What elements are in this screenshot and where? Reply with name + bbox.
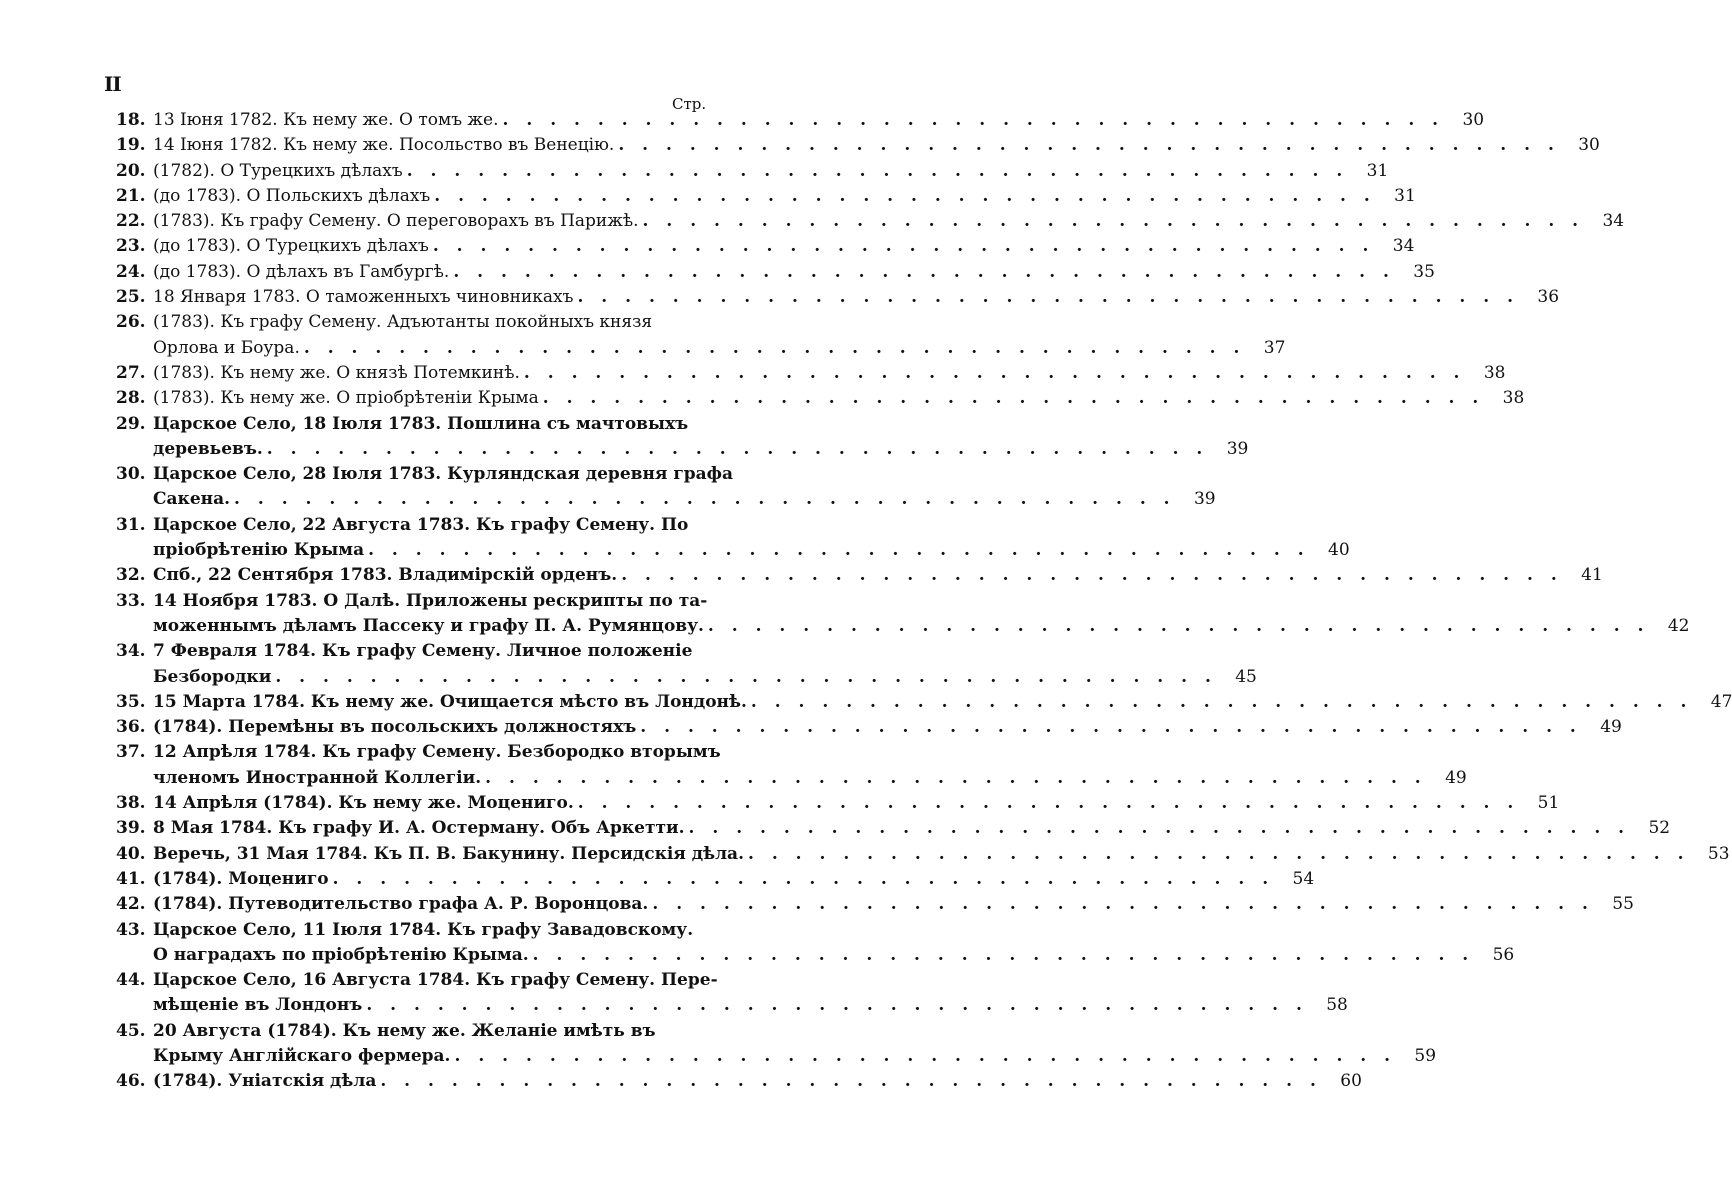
entry-page-number: 49 [1445, 767, 1467, 788]
entry-title: 8 Мая 1784. Къ графу И. А. Остерману. Объ Аркетти. [153, 818, 685, 839]
entry-title: (1783). Къ нему же. О пріобрѣтеніи Крыма [153, 388, 539, 409]
entry-page-number: 31 [1366, 160, 1389, 181]
entry-number: 33. [116, 590, 146, 611]
entry-title: Орлова и Боура. [153, 337, 300, 358]
toc-entry-line [116, 361, 1506, 386]
toc-entry-line [116, 918, 710, 943]
dot-leader [747, 690, 1693, 715]
dot-leader [685, 816, 1631, 841]
entry-title: О наградахъ по пріобрѣтенію Крыма. [153, 944, 529, 965]
toc-entry-line [116, 816, 1671, 841]
entry-page-number: 54 [1292, 868, 1315, 889]
entry-number: 39. [116, 818, 146, 839]
toc-entry-line [116, 538, 1350, 563]
dot-leader [539, 386, 1485, 411]
entry-page-number: 58 [1326, 995, 1348, 1016]
entry-number: 44. [116, 970, 146, 991]
entry-title: мѣщеніе въ Лондонъ [153, 995, 363, 1016]
entry-title: Царское Село, 22 Августа 1783. Къ графу Семену. По [153, 514, 689, 535]
entry-title: Царское Село, 16 Августа 1784. Къ графу Семену. Пере- [153, 970, 718, 991]
entry-title: пріобрѣтенію Крыма [153, 540, 365, 561]
table-of-contents [116, 108, 1732, 1095]
entry-number: 42. [116, 894, 146, 915]
entry-page-number: 38 [1502, 388, 1525, 409]
toc-entry-line [116, 386, 1525, 411]
dot-leader [449, 260, 1395, 285]
toc-entry-line [116, 437, 1249, 462]
toc-entry-line [116, 715, 1622, 740]
dot-leader [362, 993, 1308, 1018]
dot-leader [573, 285, 1519, 310]
entry-number: 31. [116, 514, 146, 535]
entry-number: 23. [116, 236, 146, 257]
entry-page-number: 42 [1667, 615, 1690, 636]
entry-page-number: 47 [1710, 691, 1732, 712]
dot-leader [329, 867, 1275, 892]
entry-title: 20 Августа (1784). Къ нему же. Желаніе имѣть въ [153, 1020, 656, 1041]
entry-number: 43. [116, 919, 146, 940]
entry-page-number: 51 [1537, 793, 1560, 814]
entry-title: Крыму Англійскаго фермера. [153, 1045, 451, 1066]
dot-leader [574, 791, 1520, 816]
entry-title: (1783). Къ графу Семену. Адъютанты покойныхъ князя [153, 312, 653, 333]
toc-entry-line [116, 943, 1515, 968]
toc-entry-line [116, 184, 1416, 209]
dot-leader [648, 892, 1594, 917]
toc-entry-line [116, 234, 1415, 259]
entry-page-number: 39 [1193, 489, 1216, 510]
entry-title: (1784). Перемѣны въ посольскихъ должностяхъ [153, 717, 637, 738]
toc-entry-line [116, 563, 1603, 588]
entry-page-number: 52 [1648, 818, 1671, 839]
entry-title: (до 1783). О дѣлахъ въ Гамбургѣ. [153, 261, 450, 282]
entry-title: (до 1783). О Турецкихъ дѣлахъ [153, 236, 429, 257]
entry-number: 34. [116, 641, 146, 662]
entry-page-number: 40 [1328, 540, 1350, 561]
toc-entry-line [116, 1019, 710, 1044]
toc-entry-line [116, 589, 710, 614]
toc-entry-line [116, 1044, 1437, 1069]
entry-page-number: 55 [1612, 894, 1634, 915]
entry-number: 27. [116, 362, 146, 383]
entry-title: 18 Января 1783. О таможенныхъ чиновникахъ [153, 287, 574, 308]
entry-page-number: 39 [1226, 438, 1249, 459]
entry-title: 15 Марта 1784. Къ нему же. Очищается мѣсто въ Лондонѣ. [153, 691, 747, 712]
toc-entry-line [116, 842, 1730, 867]
dot-leader [704, 614, 1650, 639]
dot-leader [617, 563, 1563, 588]
entry-title: Сакена. [153, 489, 231, 510]
entry-page-number: 60 [1340, 1071, 1362, 1092]
entry-page-number: 34 [1602, 211, 1625, 232]
toc-entry-line [116, 614, 1690, 639]
toc-entry-line [116, 285, 1560, 310]
entry-page-number: 34 [1392, 236, 1415, 257]
entry-number: 38. [116, 793, 146, 814]
toc-entry-line [116, 159, 1389, 184]
entry-page-number: 59 [1414, 1045, 1437, 1066]
entry-title: Царское Село, 11 Іюля 1784. Къ графу Завадовскому. [153, 919, 694, 940]
dot-leader [300, 336, 1246, 361]
entry-title: (1784). Уніатскія дѣла [153, 1071, 377, 1092]
toc-entry-line [116, 639, 710, 664]
entry-page-number: 53 [1707, 843, 1730, 864]
toc-entry-line [116, 665, 1257, 690]
entry-title: Спб., 22 Сентября 1783. Владимірскій орденъ. [153, 565, 618, 586]
entry-page-number: 35 [1413, 261, 1435, 282]
entry-page-number: 38 [1483, 362, 1506, 383]
toc-entry-line [116, 209, 1625, 234]
toc-entry-line [116, 968, 718, 993]
dot-leader [430, 184, 1376, 209]
toc-entry-line [116, 740, 721, 765]
entry-title: моженнымъ дѣламъ Пассеку и графу П. А. Румянцову. [153, 615, 704, 636]
entry-title: 13 Іюня 1782. Къ нему же. О томъ же. [153, 110, 499, 130]
entry-number: 21. [116, 185, 146, 206]
dot-leader [744, 842, 1690, 867]
dot-leader [450, 1044, 1396, 1069]
toc-entry-line [116, 133, 1600, 158]
entry-number: 37. [116, 742, 146, 763]
toc-entry-line [116, 336, 1286, 361]
dot-leader [639, 209, 1585, 234]
entry-title: (1782). О Турецкихъ дѣлахъ [153, 160, 403, 181]
entry-title: 12 Апрѣля 1784. Къ графу Семену. Безбородко вторымъ [153, 742, 721, 763]
entry-number: 20. [116, 160, 146, 181]
entry-number: 36. [116, 717, 146, 738]
entry-page-number: 36 [1537, 287, 1560, 308]
entry-number: 18. [116, 110, 146, 130]
entry-number: 40. [116, 843, 146, 864]
entry-page-number: 56 [1492, 944, 1515, 965]
entry-page-number: 30 [1462, 110, 1485, 130]
toc-entry-line [116, 690, 1732, 715]
toc-entry-line [116, 487, 1216, 512]
dot-leader [481, 766, 1427, 791]
entry-page-number: 45 [1235, 666, 1257, 687]
toc-entry-line [116, 791, 1560, 816]
dot-leader [636, 715, 1582, 740]
entry-number: 30. [116, 464, 146, 485]
entry-title: деревьевъ. [153, 438, 263, 459]
dot-leader [263, 437, 1209, 462]
page-column-label: Стр. [672, 95, 707, 113]
page-number: II [104, 72, 121, 96]
entry-title: членомъ Иностранной Коллегіи. [153, 767, 482, 788]
entry-title: (1783). Къ нему же. О князѣ Потемкинѣ. [153, 362, 520, 383]
entry-number: 32. [116, 565, 146, 586]
toc-entry-line [116, 867, 1315, 892]
entry-number: 29. [116, 413, 146, 434]
entry-number: 22. [116, 211, 146, 232]
dot-leader [271, 665, 1217, 690]
entry-title: 14 Ноября 1783. О Далѣ. Приложены рескрипты по та- [153, 590, 708, 611]
entry-number: 46. [116, 1071, 146, 1092]
dot-leader [614, 133, 1560, 158]
entry-number: 28. [116, 388, 146, 409]
entry-number: 24. [116, 261, 146, 282]
entry-title: Безбородки [153, 666, 272, 687]
entry-title: (1784). Моцениго [153, 868, 329, 889]
toc-entry-line [116, 108, 1485, 133]
entry-page-number: 30 [1578, 135, 1600, 156]
entry-number: 25. [116, 287, 146, 308]
entry-title: 7 Февраля 1784. Къ графу Семену. Личное положеніе [153, 641, 693, 662]
entry-number: 45. [116, 1020, 146, 1041]
entry-title: (1784). Путеводительство графа А. Р. Воронцова. [153, 894, 649, 915]
entry-title: 14 Апрѣля (1784). Къ нему же. Моцениго. [153, 793, 574, 814]
dot-leader [499, 108, 1445, 133]
entry-number: 26. [116, 312, 146, 333]
entry-page-number: 49 [1600, 717, 1622, 738]
dot-leader [376, 1069, 1322, 1094]
entry-title: (1783). Къ графу Семену. О переговорахъ въ Парижѣ. [153, 211, 639, 232]
toc-entry-line [116, 766, 1467, 791]
toc-entry-line [116, 260, 1435, 285]
entry-page-number: 41 [1581, 565, 1603, 586]
dot-leader [520, 361, 1466, 386]
entry-title: Веречь, 31 Мая 1784. Къ П. В. Бакунину. Персидскія дѣла. [153, 843, 744, 864]
entry-title: Царское Село, 28 Іюля 1783. Курляндская деревня графа [153, 464, 734, 485]
entry-page-number: 37 [1263, 337, 1286, 358]
entry-number: 35. [116, 691, 146, 712]
dot-leader [230, 487, 1176, 512]
toc-entry-line [116, 993, 1348, 1018]
entry-title: Царское Село, 18 Іюля 1783. Пошлина съ мачтовыхъ [153, 413, 689, 434]
dot-leader [529, 943, 1475, 968]
dot-leader [403, 159, 1349, 184]
toc-entry-line [116, 892, 1634, 917]
toc-entry-line [116, 513, 710, 538]
entry-title: (до 1783). О Польскихъ дѣлахъ [153, 185, 431, 206]
entry-number: 19. [116, 135, 146, 156]
toc-entry-line [116, 412, 710, 437]
toc-entry-line [116, 310, 710, 335]
toc-entry-line [116, 462, 734, 487]
entry-number: 41. [116, 868, 146, 889]
toc-entry-line [116, 1069, 1362, 1094]
dot-leader [364, 538, 1310, 563]
entry-title: 14 Іюня 1782. Къ нему же. Посольство въ Венецію. [153, 135, 615, 156]
dot-leader [429, 234, 1375, 259]
entry-page-number: 31 [1394, 185, 1416, 206]
